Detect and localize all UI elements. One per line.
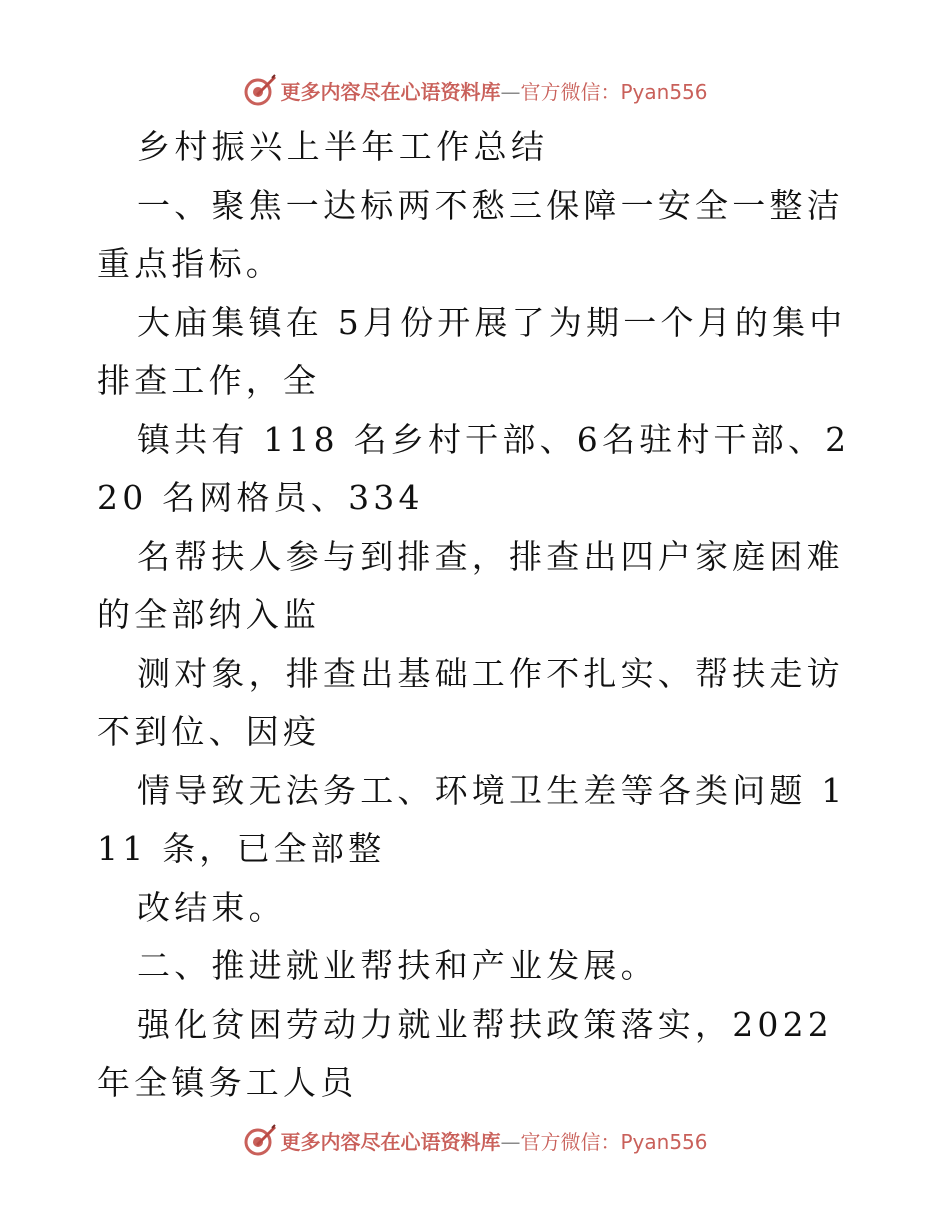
paragraph-6: 情导致无法务工、环境卫生差等各类问题 111 条，已全部整: [97, 770, 847, 868]
paragraph-2: 大庙集镇在 5月份开展了为期一个月的集中排查工作，全: [97, 302, 847, 400]
footer-dash: —: [500, 1129, 521, 1154]
footer-banner: [0, 1120, 950, 1160]
header-wechat-account: Pyan556: [620, 79, 708, 104]
header-dash: —: [500, 79, 521, 104]
paragraph-4: 名帮扶人参与到排查，排查出四户家庭困难的全部纳入监: [97, 536, 844, 634]
footer-banner-text: [280, 1126, 707, 1155]
paragraph-3: 镇共有 118 名乡村干部、6名驻村干部、220 名网格员、334: [97, 419, 851, 517]
quill-logo-icon: [242, 72, 278, 108]
paragraph-9: 强化贫困劳动力就业帮扶政策落实，2022 年全镇务工人员: [97, 1004, 833, 1102]
header-banner-text: [280, 76, 707, 105]
header-banner: [0, 70, 950, 110]
quill-logo-icon: [242, 1122, 278, 1158]
paragraph-5: 测对象，排查出基础工作不扎实、帮扶走访不到位、因疫: [97, 653, 844, 751]
paragraph-1: 一、聚焦一达标两不愁三保障一安全一整洁重点指标。: [97, 185, 844, 283]
header-brand: 更多内容尽在心语资料库: [280, 79, 501, 104]
footer-brand: 更多内容尽在心语资料库: [280, 1129, 501, 1154]
header-wechat-label: 官方微信：: [520, 79, 621, 104]
footer-wechat-account: Pyan556: [620, 1129, 708, 1154]
paragraph-8: 二、推进就业帮扶和产业发展。: [137, 946, 658, 985]
paragraph-7: 改结束。: [137, 887, 286, 927]
document-title: 乡村振兴上半年工作总结: [137, 127, 549, 166]
document-body: [97, 118, 857, 1113]
footer-wechat-label: 官方微信：: [520, 1129, 621, 1154]
